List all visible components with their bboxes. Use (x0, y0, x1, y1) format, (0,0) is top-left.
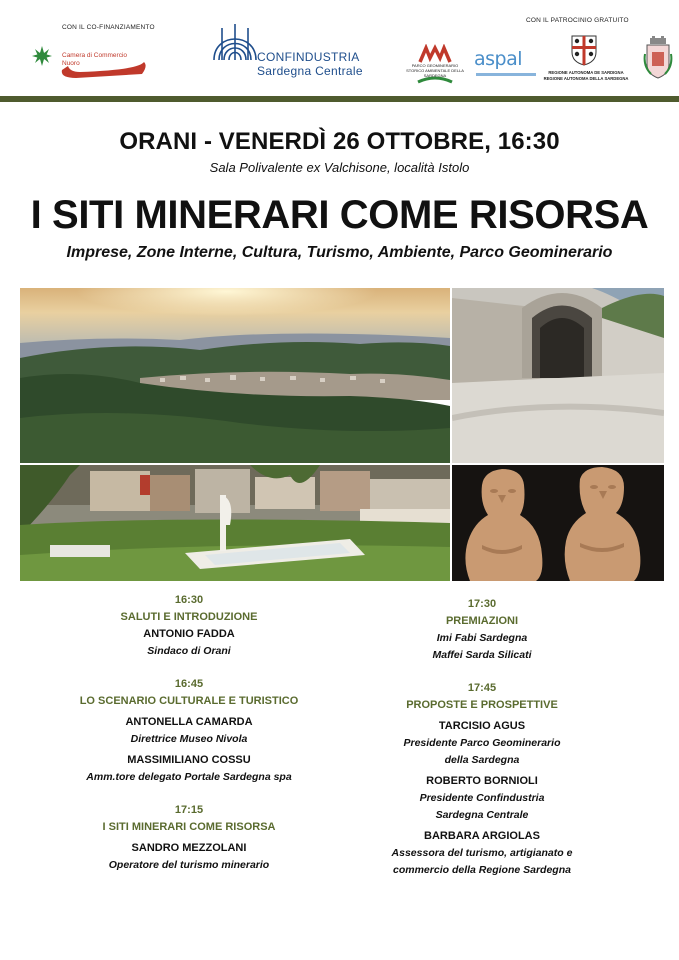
camera-commercio-text: Camera di Commercio Nuoro (62, 52, 128, 67)
stone-statues-photo-icon (452, 465, 664, 581)
session-title: PREMIAZIONI (445, 615, 519, 627)
village-fountain-photo-icon (20, 465, 450, 581)
regione-sardegna-shield-icon (570, 34, 598, 66)
speaker-role: commercio della Regione Sardegna (393, 864, 571, 876)
speaker-role: Presidente Parco Geominerario (403, 737, 561, 749)
mine-tunnel-photo (452, 288, 664, 463)
speaker-role: Presidente Confindustria (419, 792, 545, 804)
session-title: PROPOSTE E PROSPETTIVE (406, 699, 558, 711)
stone-statues-photo (452, 465, 664, 581)
speaker-role: Operatore del turismo minerario (108, 859, 270, 871)
landscape-photo (20, 288, 450, 463)
event-date-line: ORANI - VENERDÌ 26 OTTOBRE, 16:30 (119, 128, 560, 155)
speaker-role: Sindaco di Orani (147, 645, 231, 657)
session-time: 17:15 (174, 804, 204, 816)
speaker-role: Sardegna Centrale (435, 809, 529, 821)
session-time: 16:45 (174, 678, 204, 690)
regione-sardegna-text: REGIONE AUTONOMA DE SARDIGNA REGIONE AUTONOMA DELLA SARDEGNA (543, 70, 629, 81)
award-recipient: Imi Fabi Sardegna (436, 632, 528, 644)
village-fountain-photo (20, 465, 450, 581)
session-title: I SITI MINERARI COME RISORSA (102, 821, 276, 833)
patrocinio-label: CON IL PATROCINIO GRATUITO (526, 17, 629, 24)
event-title: I SITI MINERARI COME RISORSA (30, 193, 649, 237)
speaker-name: ANTONIO FADDA (143, 628, 235, 640)
award-recipient: Maffei Sarda Silicati (432, 649, 532, 661)
speaker-role: Amm.tore delegato Portale Sardegna spa (86, 771, 292, 783)
speaker-role: Assessora del turismo, artigianato e (391, 847, 573, 859)
speaker-name: ANTONELLA CAMARDA (125, 716, 253, 728)
cofinanziamento-label: CON IL CO-FINANZIAMENTO (62, 24, 155, 31)
speaker-name: SANDRO MEZZOLANI (131, 842, 247, 854)
header-divider (0, 96, 679, 102)
session-time: 17:45 (467, 682, 497, 694)
speaker-name: ROBERTO BORNIOLI (426, 775, 538, 787)
session-time: 17:30 (467, 598, 497, 610)
speaker-name: BARBARA ARGIOLAS (424, 830, 540, 842)
speaker-name: MASSIMILIANO COSSU (127, 754, 251, 766)
aspal-underline (476, 73, 536, 76)
speaker-role: Direttrice Museo Nivola (130, 733, 248, 745)
mine-tunnel-photo-icon (452, 288, 664, 463)
programme-right-column (382, 596, 582, 879)
aspal-logo: aspal (474, 48, 523, 70)
session-time: 16:30 (174, 594, 204, 606)
speaker-name: TARCISIO AGUS (438, 720, 526, 732)
session-title: SALUTI E INTRODUZIONE (120, 611, 258, 623)
confindustria-logo-icon (210, 22, 260, 66)
orani-crest-icon (643, 36, 673, 80)
event-venue: Sala Polivalente ex Valchisone, località Istolo (209, 160, 470, 175)
confindustria-text: CONFINDUSTRIA Sardegna Centrale (257, 50, 363, 78)
landscape-photo-icon (20, 288, 450, 463)
speaker-role: della Sardegna (444, 754, 520, 766)
programme-left-column (60, 592, 318, 874)
event-subtitle: Imprese, Zone Interne, Cultura, Turismo, Ambiente, Parco Geominerario (66, 244, 613, 261)
session-title: LO SCENARIO CULTURALE E TURISTICO (79, 695, 299, 707)
parco-geominerario-text: PARCO GEOMINERARIO STORICO AMBIENTALE DELLA SARDEGNA (406, 63, 464, 78)
header-logos (0, 0, 679, 96)
